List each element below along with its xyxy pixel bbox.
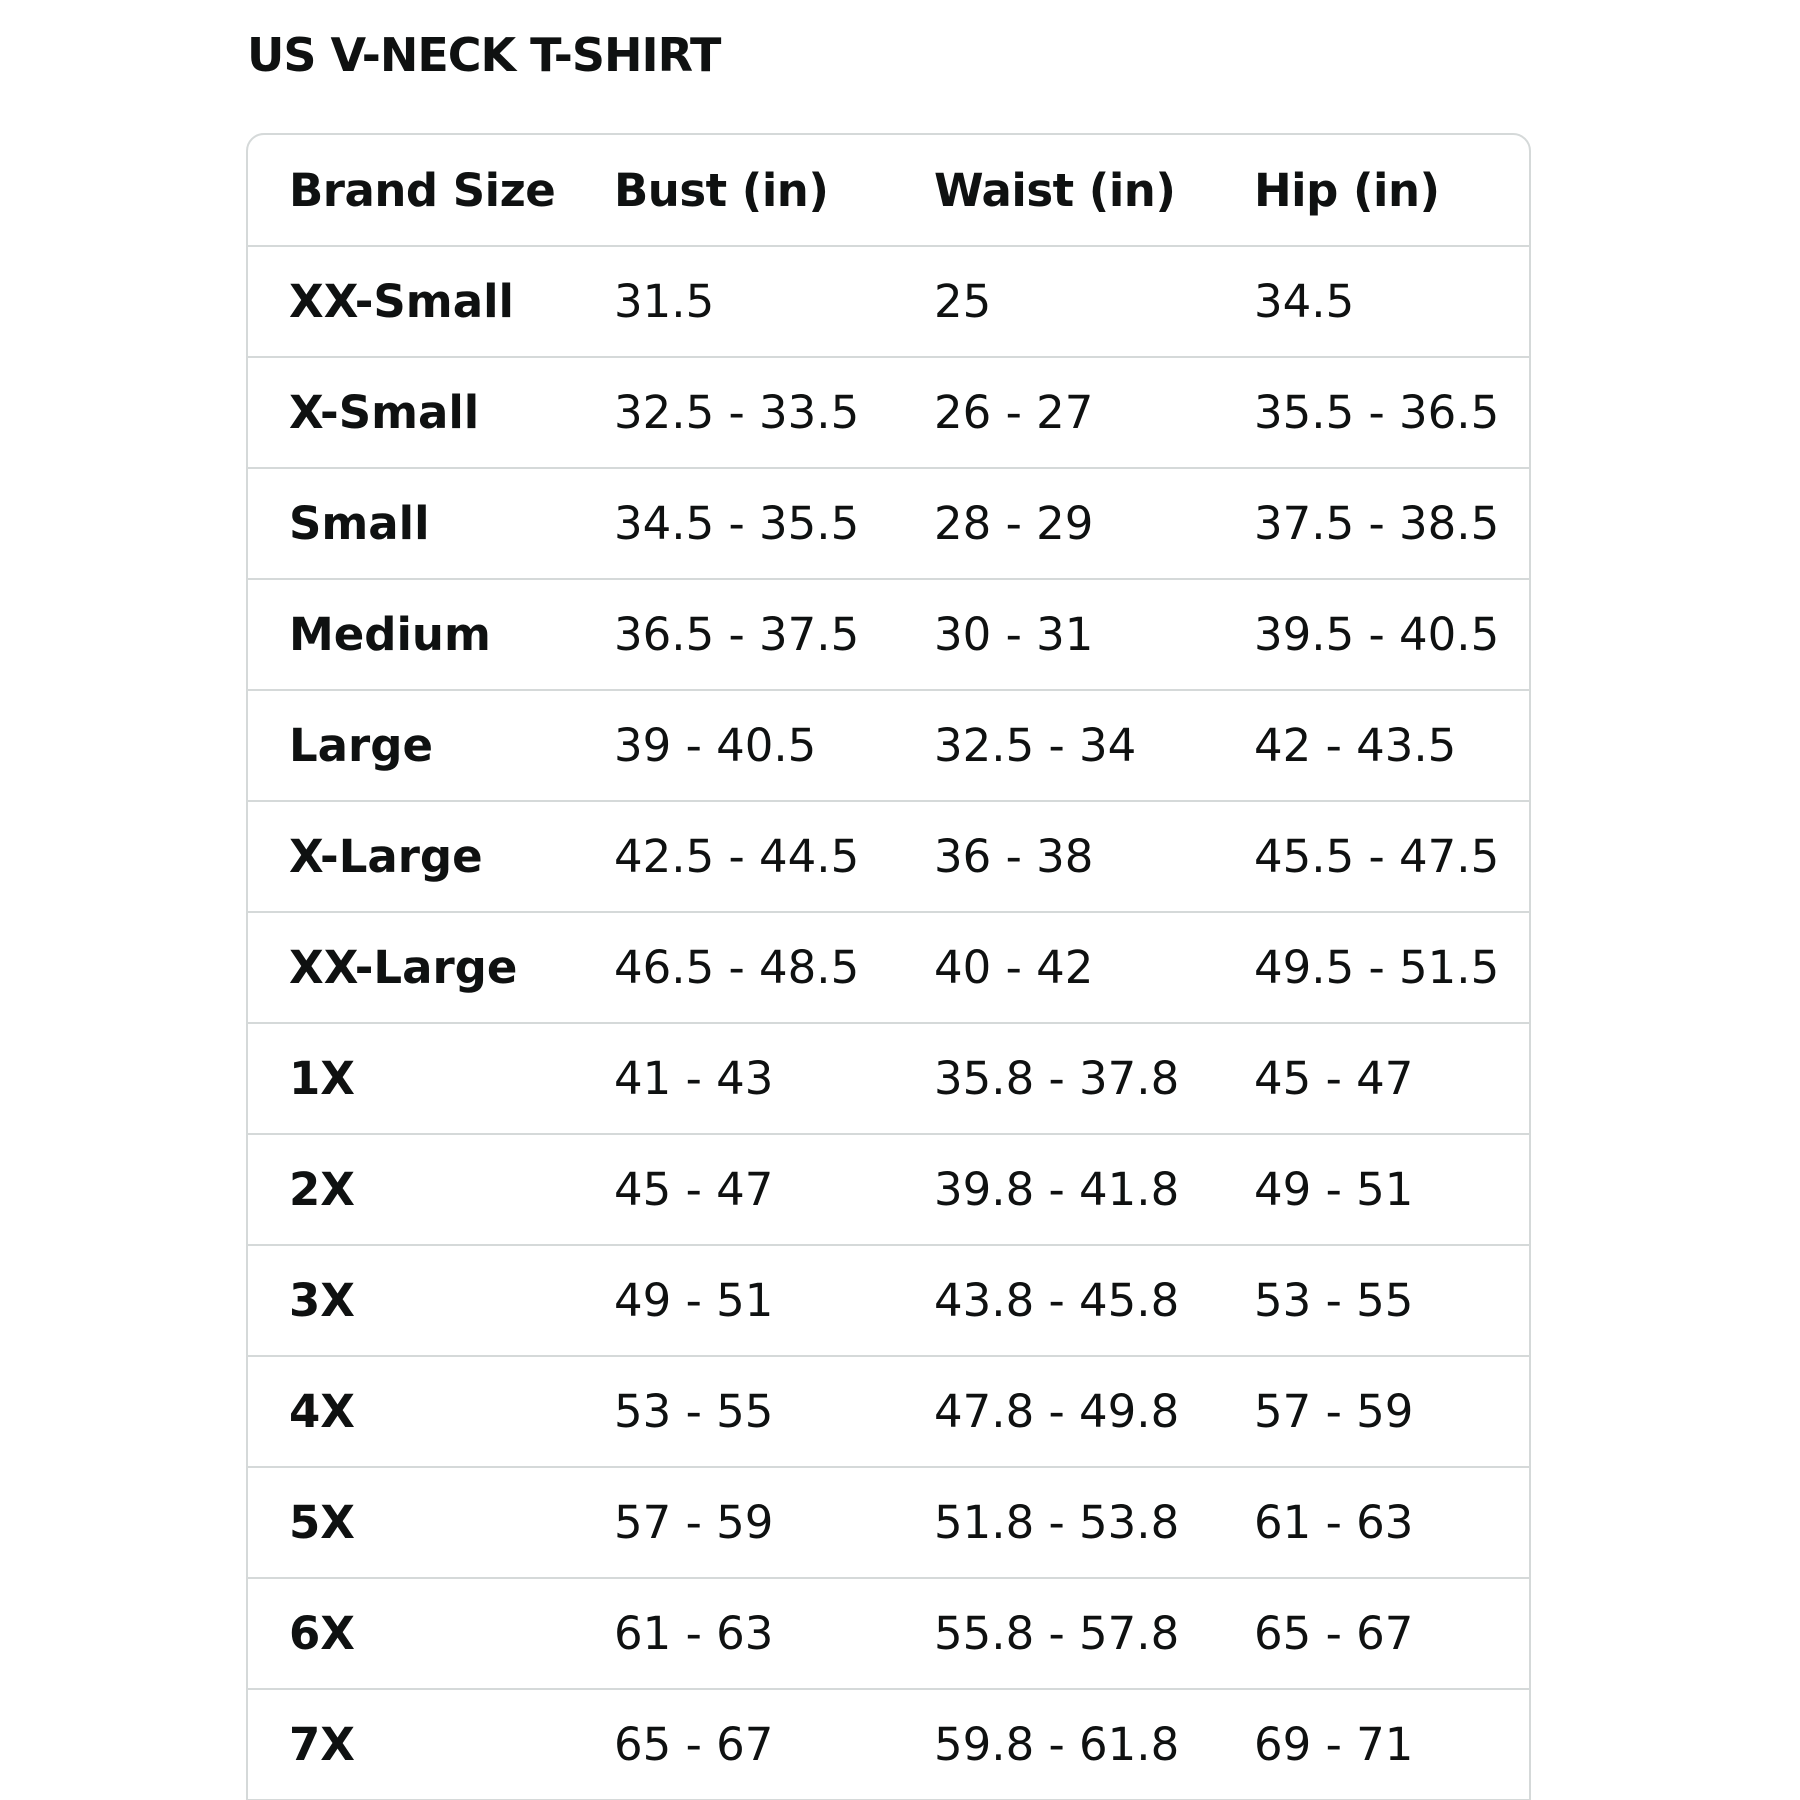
hip-cell: 61 - 63 [1213, 1467, 1529, 1578]
waist-cell: 30 - 31 [893, 579, 1213, 690]
table-row [248, 801, 1529, 912]
waist-cell: 40 - 42 [893, 912, 1213, 1023]
bust-cell: 61 - 63 [573, 1578, 893, 1689]
header-hip: Hip (in) [1213, 135, 1529, 246]
brand-size-cell: 5X [248, 1467, 573, 1578]
header-brand-size: Brand Size [248, 135, 573, 246]
bust-cell: 57 - 59 [573, 1467, 893, 1578]
brand-size-cell: Small [248, 468, 573, 579]
bust-cell: 49 - 51 [573, 1245, 893, 1356]
table-row [248, 1245, 1529, 1356]
hip-cell: 37.5 - 38.5 [1213, 468, 1529, 579]
brand-size-cell: 7X [248, 1689, 573, 1800]
table-row [248, 1134, 1529, 1245]
hip-cell: 65 - 67 [1213, 1578, 1529, 1689]
table-row [248, 690, 1529, 801]
bust-cell: 36.5 - 37.5 [573, 579, 893, 690]
header-waist: Waist (in) [893, 135, 1213, 246]
table-row [248, 357, 1529, 468]
brand-size-cell: 2X [248, 1134, 573, 1245]
table-row [248, 1467, 1529, 1578]
table-row [248, 468, 1529, 579]
brand-size-cell: XX-Small [248, 246, 573, 357]
table-row [248, 246, 1529, 357]
brand-size-cell: 1X [248, 1023, 573, 1134]
table-row [248, 1578, 1529, 1689]
brand-size-cell: 6X [248, 1578, 573, 1689]
waist-cell: 28 - 29 [893, 468, 1213, 579]
brand-size-cell: Medium [248, 579, 573, 690]
waist-cell: 39.8 - 41.8 [893, 1134, 1213, 1245]
table-body [248, 246, 1529, 1800]
waist-cell: 59.8 - 61.8 [893, 1689, 1213, 1800]
bust-cell: 45 - 47 [573, 1134, 893, 1245]
hip-cell: 42 - 43.5 [1213, 690, 1529, 801]
waist-cell: 35.8 - 37.8 [893, 1023, 1213, 1134]
waist-cell: 51.8 - 53.8 [893, 1467, 1213, 1578]
hip-cell: 69 - 71 [1213, 1689, 1529, 1800]
brand-size-cell: X-Large [248, 801, 573, 912]
bust-cell: 39 - 40.5 [573, 690, 893, 801]
hip-cell: 45 - 47 [1213, 1023, 1529, 1134]
hip-cell: 49 - 51 [1213, 1134, 1529, 1245]
brand-size-cell: 3X [248, 1245, 573, 1356]
brand-size-cell: XX-Large [248, 912, 573, 1023]
bust-cell: 31.5 [573, 246, 893, 357]
table-row [248, 579, 1529, 690]
hip-cell: 39.5 - 40.5 [1213, 579, 1529, 690]
bust-cell: 41 - 43 [573, 1023, 893, 1134]
hip-cell: 34.5 [1213, 246, 1529, 357]
brand-size-cell: X-Small [248, 357, 573, 468]
hip-cell: 45.5 - 47.5 [1213, 801, 1529, 912]
bust-cell: 46.5 - 48.5 [573, 912, 893, 1023]
table-row [248, 1356, 1529, 1467]
size-chart-table-container [246, 133, 1531, 1800]
waist-cell: 55.8 - 57.8 [893, 1578, 1213, 1689]
hip-cell: 35.5 - 36.5 [1213, 357, 1529, 468]
table-row [248, 912, 1529, 1023]
waist-cell: 36 - 38 [893, 801, 1213, 912]
bust-cell: 42.5 - 44.5 [573, 801, 893, 912]
waist-cell: 26 - 27 [893, 357, 1213, 468]
table-row [248, 1689, 1529, 1800]
waist-cell: 25 [893, 246, 1213, 357]
brand-size-cell: 4X [248, 1356, 573, 1467]
hip-cell: 53 - 55 [1213, 1245, 1529, 1356]
bust-cell: 65 - 67 [573, 1689, 893, 1800]
table-row [248, 1023, 1529, 1134]
waist-cell: 32.5 - 34 [893, 690, 1213, 801]
hip-cell: 57 - 59 [1213, 1356, 1529, 1467]
hip-cell: 49.5 - 51.5 [1213, 912, 1529, 1023]
bust-cell: 34.5 - 35.5 [573, 468, 893, 579]
waist-cell: 43.8 - 45.8 [893, 1245, 1213, 1356]
waist-cell: 47.8 - 49.8 [893, 1356, 1213, 1467]
size-chart-table [248, 135, 1529, 1800]
brand-size-cell: Large [248, 690, 573, 801]
header-bust: Bust (in) [573, 135, 893, 246]
table-header-row [248, 135, 1529, 246]
bust-cell: 53 - 55 [573, 1356, 893, 1467]
bust-cell: 32.5 - 33.5 [573, 357, 893, 468]
page-title: US V-NECK T-SHIRT [247, 28, 721, 82]
